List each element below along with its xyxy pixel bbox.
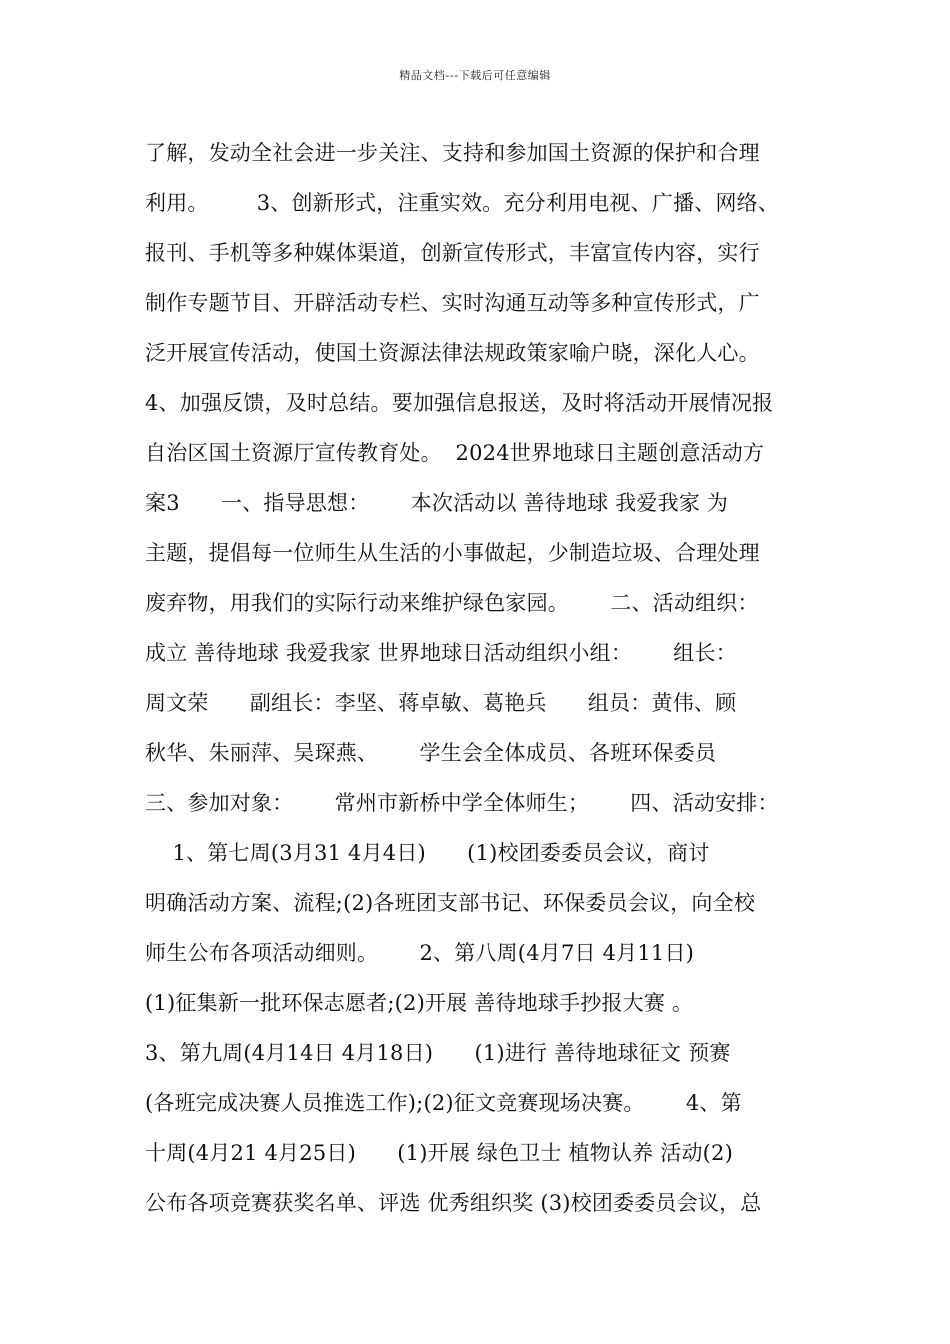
text-line: 4、加强反馈，及时总结。要加强信息报送，及时将活动开展情况报 — [145, 391, 774, 415]
text-line: 十周(4月21 4月25日) (1)开展 绿色卫士 植物认养 活动(2) — [145, 1141, 733, 1165]
text-line: 秋华、朱丽萍、吴琛燕、 学生会全体成员、各班环保委员 — [145, 741, 717, 765]
text-line: 泛开展宣传活动，使国土资源法律法规政策家喻户晓，深化人心。 — [145, 341, 760, 365]
text-line: 主题，提倡每一位师生从生活的小事做起，少制造垃圾、合理处理 — [145, 541, 760, 565]
text-line: 公布各项竞赛获奖名单、评选 优秀组织奖 (3)校团委委员会议，总 — [145, 1191, 762, 1215]
text-line: 案3 一、指导思想： 本次活动以 善待地球 我爱我家 为 — [145, 491, 729, 515]
text-line: (1)征集新一批环保志愿者;(2)开展 善待地球手抄报大赛 。 — [145, 991, 694, 1015]
page-header-note: 精品文档---下载后可任意编辑 — [399, 69, 551, 82]
text-line: 制作专题节目、开辟活动专栏、实时沟通互动等多种宣传形式，广 — [145, 291, 760, 315]
text-line: 成立 善待地球 我爱我家 世界地球日活动组织小组： 组长： — [145, 641, 737, 665]
text-line: 明确活动方案、流程;(2)各班团支部书记、环保委员会议，向全校 — [145, 891, 756, 915]
text-line: 自治区国土资源厅宣传教育处。 2024世界地球日主题创意活动方 — [145, 441, 765, 465]
body-text — [145, 128, 825, 1228]
text-line: 利用。 3、创新形式，注重实效。充分利用电视、广播、网络、 — [145, 191, 780, 215]
text-line: 周文荣 副组长：李坚、蒋卓敏、葛艳兵 组员：黄伟、顾 — [145, 691, 737, 715]
text-line: 了解，发动全社会进一步关注、支持和参加国土资源的保护和合理 — [145, 141, 760, 165]
text-line: 三、参加对象： 常州市新桥中学全体师生； 四、活动安排： — [145, 791, 779, 815]
text-line: 3、第九周(4月14日 4月18日) (1)进行 善待地球征文 预赛 — [145, 1041, 731, 1065]
text-line: 1、第七周(3月31 4月4日) (1)校团委委员会议，商讨 — [145, 841, 710, 865]
text-line: 师生公布各项活动细则。 2、第八周(4月7日 4月11日) — [145, 941, 695, 965]
text-line: 报刊、手机等多种媒体渠道，创新宣传形式，丰富宣传内容，实行 — [145, 241, 760, 265]
text-line: 废弃物，用我们的实际行动来维护绿色家园。 二、活动组织： — [145, 591, 759, 615]
text-line: (各班完成决赛人员推选工作);(2)征文竞赛现场决赛。 4、第 — [145, 1091, 742, 1115]
